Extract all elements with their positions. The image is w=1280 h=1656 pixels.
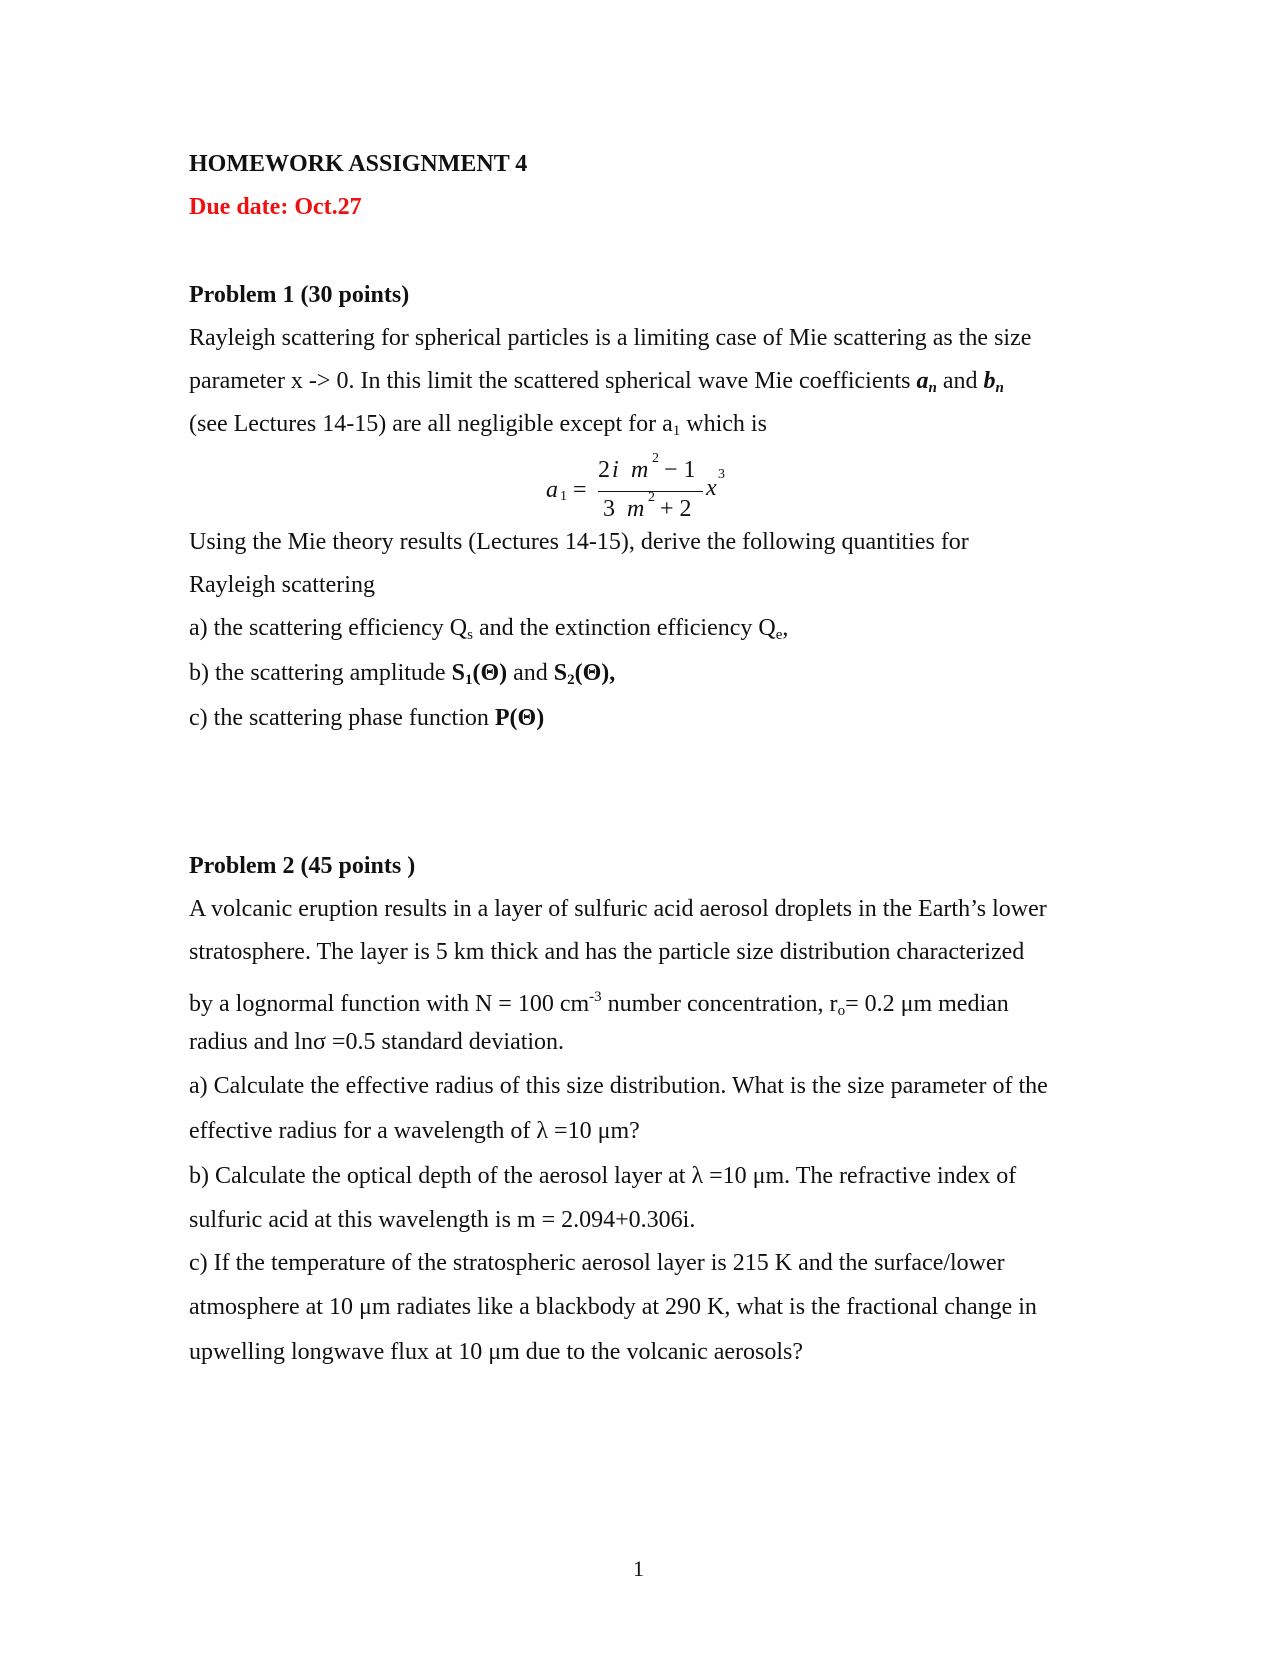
problem2-line3: by a lognormal function with N = 100 $cm^{-3}$ number concentration, ro= 0.2 μm median <box>189 989 1009 1019</box>
problem2-line2: stratosphere. The layer is 5 km thick and has the particle size distribution characterized <box>189 939 1025 965</box>
problem1-part-b: b) the scattering amplitude S1(Θ) and S2(Θ), <box>189 660 616 688</box>
page-number: 1 <box>633 1556 644 1581</box>
problem2-part-a-line1: a) Calculate the effective radius of this size distribution. What is the size parameter of the <box>189 1073 1048 1099</box>
problem1-part-c: c) the scattering phase function P(Θ) <box>189 705 545 731</box>
problem1-line1: Rayleigh scattering for spherical particles is a limiting case of Mie scattering as the size <box>189 325 1032 351</box>
problem1-line2: parameter x -> 0. In this limit the scattered spherical wave Mie coefficients an and bn <box>189 368 1004 396</box>
problem2-line4: radius and lnσ =0.5 standard deviation. <box>189 1029 565 1055</box>
problem2-line1: A volcanic eruption results in a layer of sulfuric acid aerosol droplets in the Earth’s lower <box>189 896 1047 922</box>
mie-coefficient-equation: a 1 = 2 i m 2 − 1 3 m 2 + 2 x 3 <box>546 451 725 522</box>
problem2-part-c-line3: upwelling longwave flux at 10 μm due to the volcanic aerosols? <box>189 1339 804 1365</box>
problem1-part-a: a) the scattering efficiency Qs and the extinction efficiency Qe, <box>189 615 789 643</box>
problem1-heading: Problem 1 (30 points) <box>189 282 410 308</box>
problem2-heading: Problem 2 (45 points ) <box>189 853 416 879</box>
problem2-part-b-line2: sulfuric acid at this wavelength is m = 2.094+0.306i. <box>189 1207 696 1233</box>
problem2-part-c-line1: c) If the temperature of the stratospheric aerosol layer is 215 K and the surface/lower <box>189 1250 1005 1276</box>
problem1-line4: Using the Mie theory results (Lectures 14-15), derive the following quantities for <box>189 529 969 555</box>
due-date: Due date: Oct.27 <box>189 194 362 220</box>
problem1-line3: (see Lectures 14-15) are all negligible except for a1 which is <box>189 411 767 439</box>
problem1-line5: Rayleigh scattering <box>189 572 375 598</box>
problem2-part-c-line2: atmosphere at 10 μm radiates like a blackbody at 290 K, what is the fractional change in <box>189 1294 1037 1320</box>
problem2-part-b-line1: b) Calculate the optical depth of the aerosol layer at λ =10 μm. The refractive index of <box>189 1163 1017 1189</box>
problem2-part-a-line2: effective radius for a wavelength of λ =10 μm? <box>189 1118 640 1144</box>
assignment-title: HOMEWORK ASSIGNMENT 4 <box>189 151 528 177</box>
